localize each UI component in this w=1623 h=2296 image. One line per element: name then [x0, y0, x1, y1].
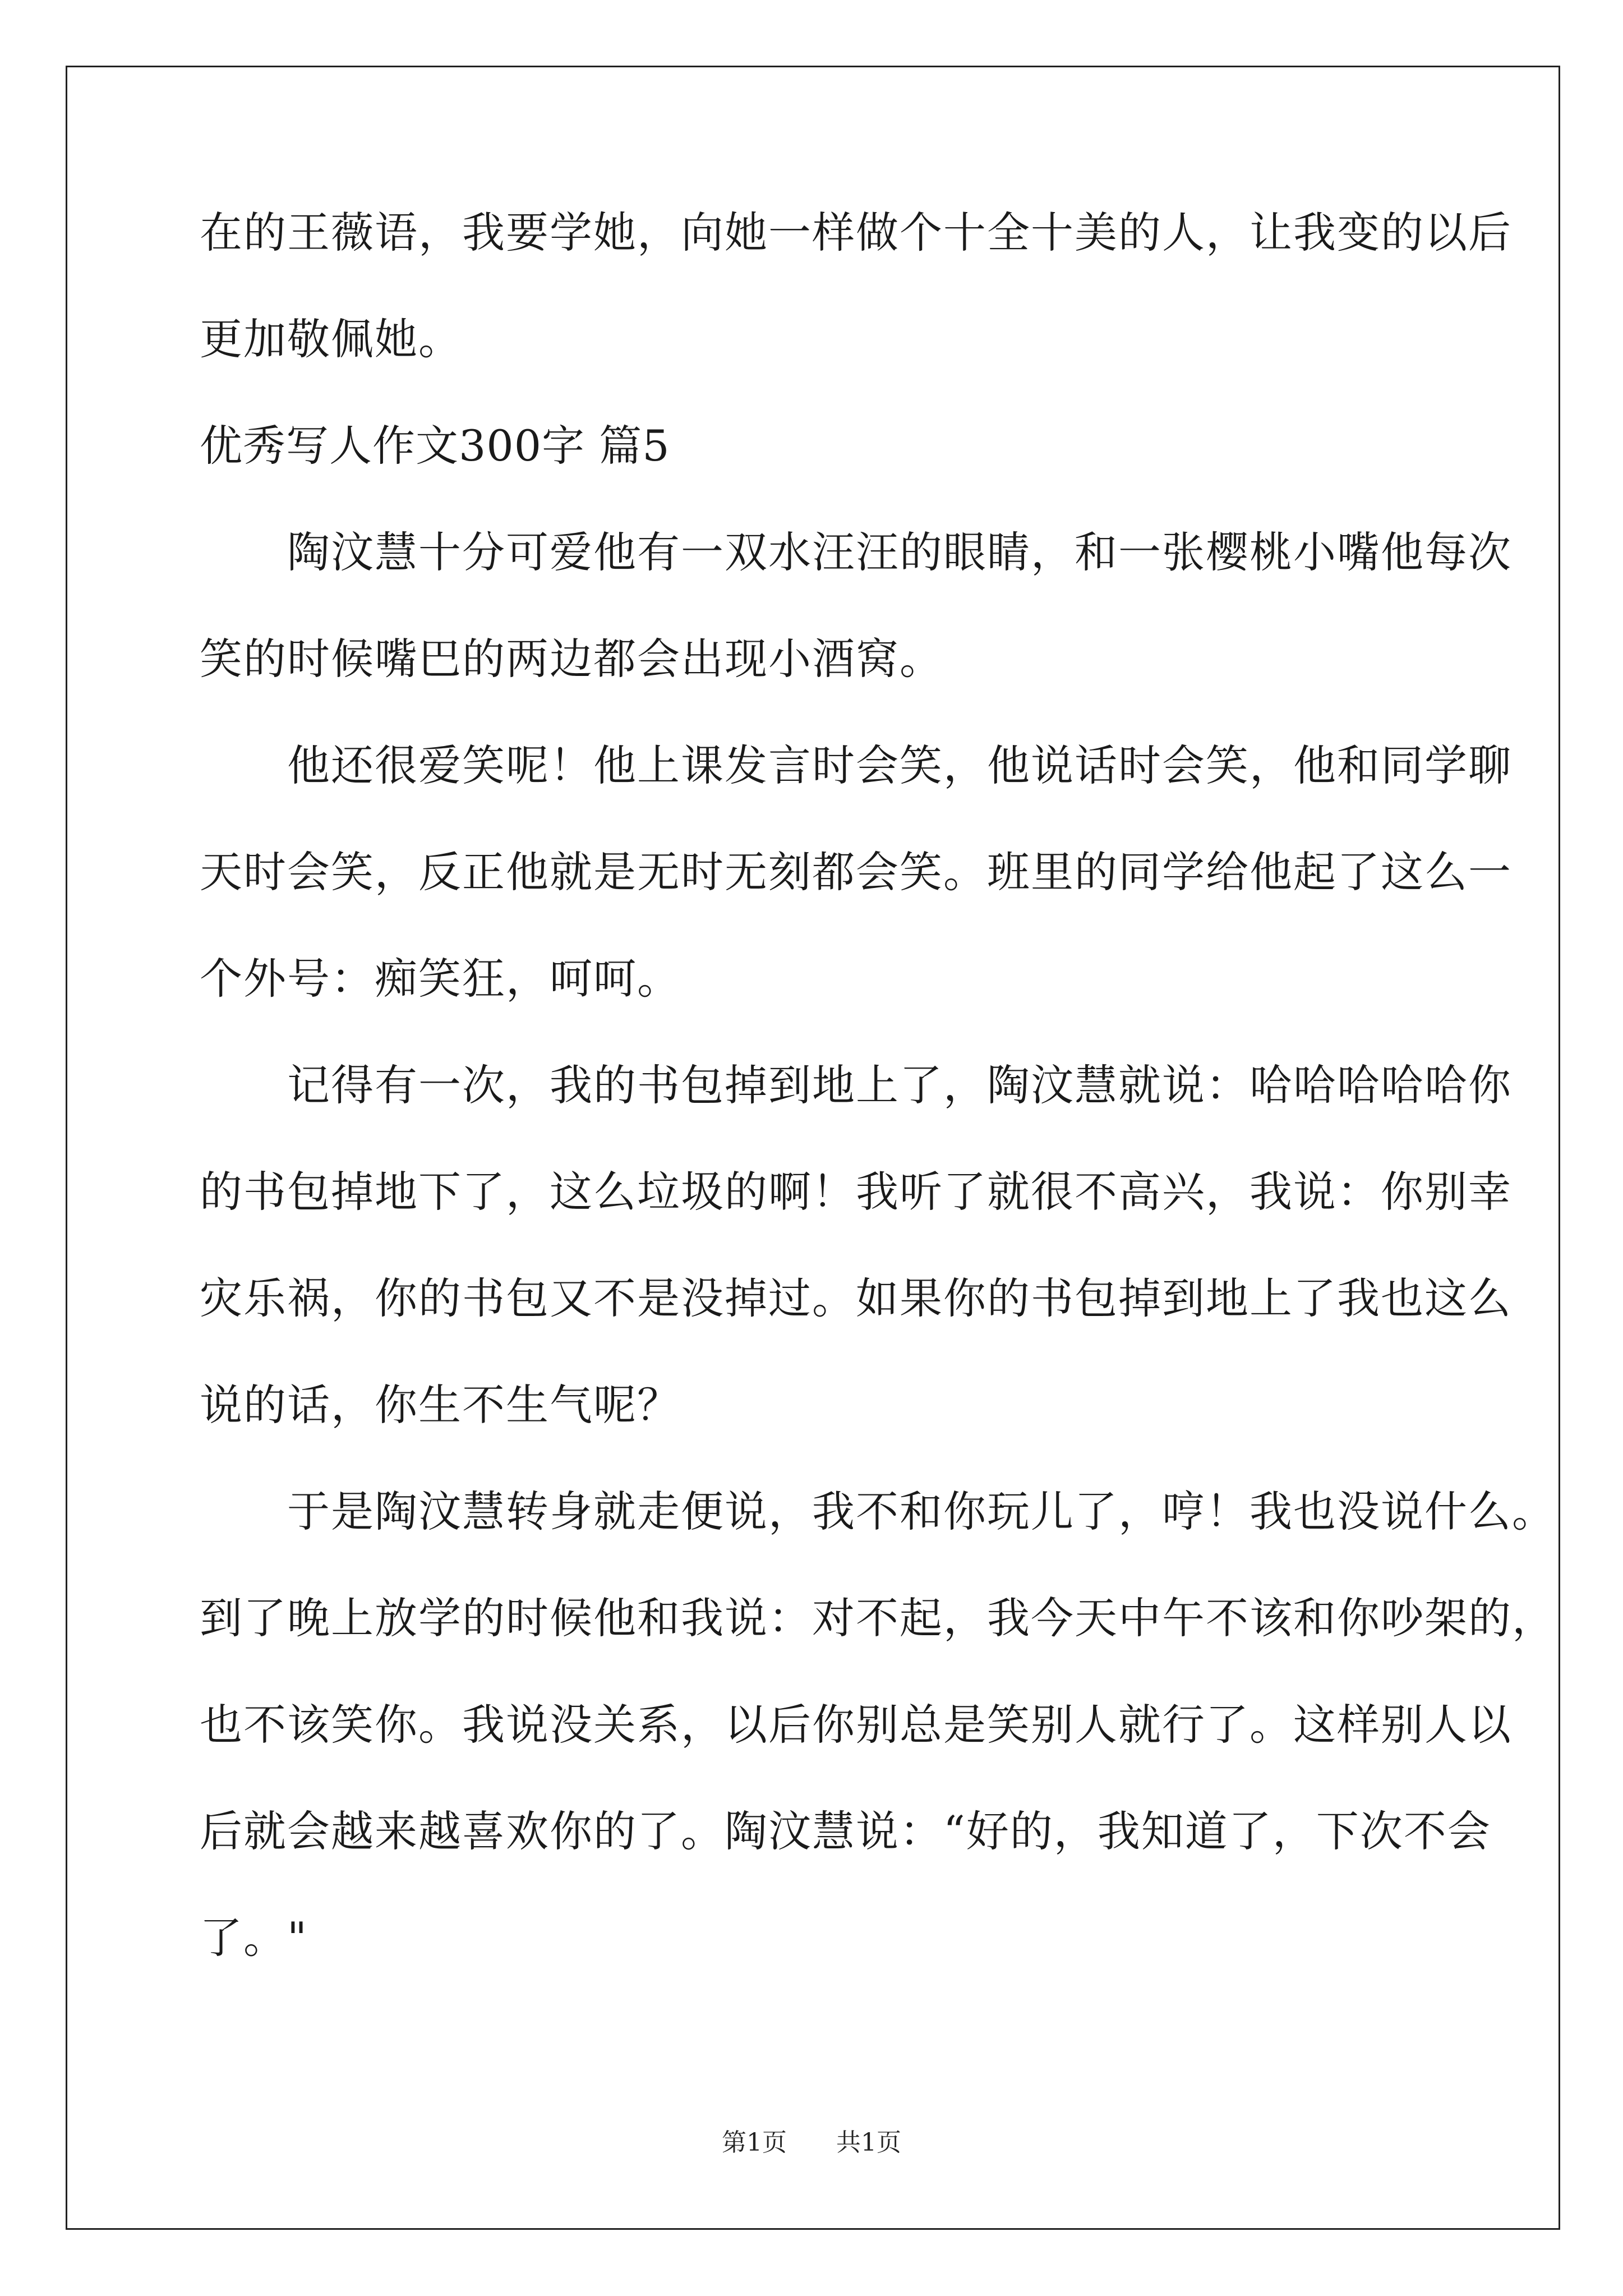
section-heading: 优秀写人作文300字 篇5: [200, 421, 670, 471]
text-line: 更加敬佩她。: [200, 314, 462, 364]
text-line: 记得有一次，我的书包掉到地上了，陶汶慧就说：哈哈哈哈哈你: [200, 1060, 1512, 1110]
page-number: 第1页: [722, 2128, 787, 2157]
text-line: 了。": [200, 1913, 308, 1963]
text-line: 于是陶汶慧转身就走便说，我不和你玩儿了，哼！我也没说什么。: [200, 1487, 1556, 1536]
text-line: 他还很爱笑呢！他上课发言时会笑，他说话时会笑，他和同学聊: [200, 740, 1512, 790]
page-footer: [0, 2126, 1623, 2160]
text-line: 陶汶慧十分可爱他有一双水汪汪的眼睛，和一张樱桃小嘴他每次: [200, 527, 1512, 577]
text-line: 的书包掉地下了，这么垃圾的啊！我听了就很不高兴，我说：你别幸: [200, 1167, 1512, 1217]
text-line: 到了晚上放学的时候他和我说：对不起，我今天中午不该和你吵架的，: [200, 1593, 1556, 1643]
text-line: 后就会越来越喜欢你的了。陶汶慧说：“好的，我知道了，下次不会: [200, 1806, 1491, 1856]
text-line: 笑的时候嘴巴的两边都会出现小酒窝。: [200, 634, 943, 684]
text-line: 说的话，你生不生气呢？: [200, 1380, 681, 1430]
text-line: 在的王薇语，我要学她，向她一样做个十全十美的人，让我变的以后: [200, 208, 1512, 257]
text-line: 天时会笑，反正他就是无时无刻都会笑。班里的同学给他起了这么一: [200, 847, 1512, 897]
page-border: [66, 66, 1560, 2230]
page-total: 共1页: [836, 2128, 901, 2157]
text-line: 灾乐祸，你的书包又不是没掉过。如果你的书包掉到地上了我也这么: [200, 1273, 1512, 1323]
text-line: 也不该笑你。我说没关系，以后你别总是笑别人就行了。这样别人以: [200, 1700, 1512, 1750]
text-line: 个外号：痴笑狂，呵呵。: [200, 954, 681, 1004]
